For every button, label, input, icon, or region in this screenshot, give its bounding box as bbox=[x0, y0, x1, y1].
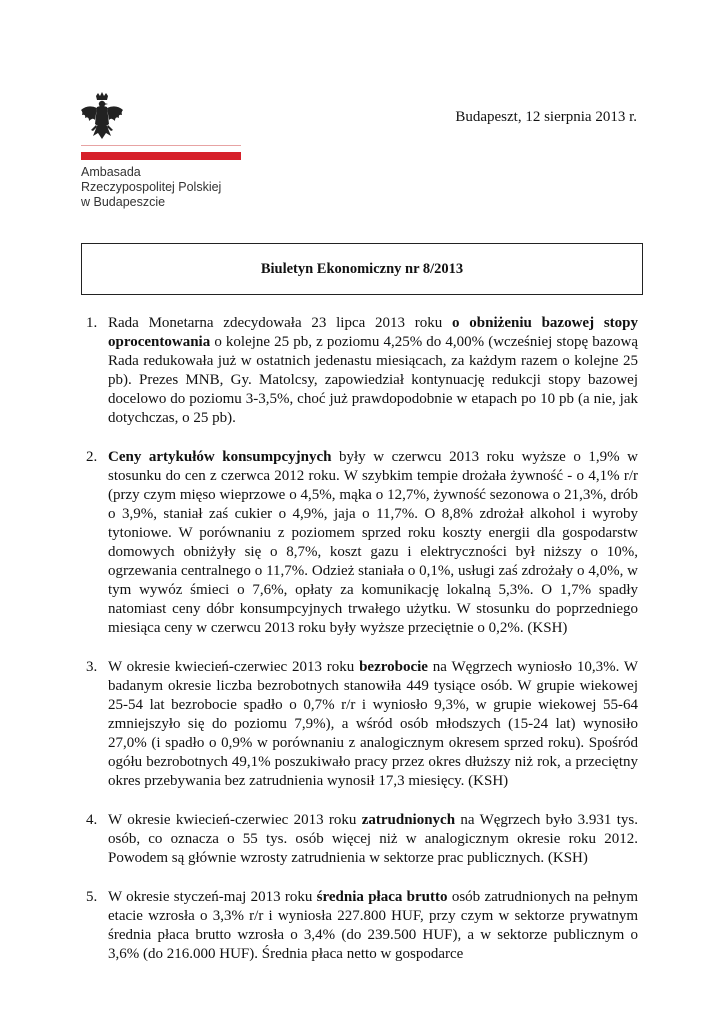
item-bold-text: Ceny artykułów konsumpcyjnych bbox=[108, 449, 332, 465]
embassy-line: w Budapeszcie bbox=[81, 195, 166, 209]
news-list bbox=[86, 314, 639, 984]
document-date: Budapeszt, 12 sierpnia 2013 r. bbox=[455, 109, 637, 125]
embassy-line: Ambasada bbox=[81, 165, 141, 179]
item-bold-text: bezrobocie bbox=[359, 659, 428, 675]
item-number: 2. bbox=[86, 449, 98, 465]
list-item bbox=[86, 314, 638, 428]
item-text-after: na Węgrzech wyniosło 10,3%. W badanym okresie liczba bezrobotnych stanowiła 449 tysiące osób. W grupie wiekowej 25-54 lat bezrobocie spadło o 0,7% r/r i wyniosło 9,3%, w grupie wiekowej 55-64 zmniejszyło się do poziomu 7,9%), a wśród osób młodszych (15-24 lat) wynosiło 27,0% (i spadło o 0,9% w porównaniu z analogicznym okresem sprzed roku). Spośród ogółu bezrobotnych 49,1% poszukiwało pracy przez okres dłuższy niż rok, a przeciętny okres przebywania bez zatrudnienia wynosił 17,3 miesięcy. (KSH) bbox=[108, 659, 638, 789]
list-item bbox=[86, 658, 638, 791]
list-item bbox=[86, 888, 639, 964]
item-text-before: Rada Monetarna zdecydowała 23 lipca 2013 roku bbox=[108, 315, 453, 331]
item-text-after: o kolejne 25 pb, z poziomu 4,25% do 4,00% (wcześniej stopę bazową Rada redukowała już w ostatnich jedenastu miesiącach, za każdym razem o kolejne 25 pb). Prezes MNB, Gy. Matolcsy, zapowiedział kontynuację redukcji stopy bazowej docelowo do poziomu 3-3,5%, choć już prawdopodobnie w etapach po 10 pb (a nie, jak dotychczas, o 25 pb). bbox=[108, 334, 638, 426]
item-text-before: W okresie kwiecień-czerwiec 2013 roku bbox=[108, 812, 362, 828]
list-item bbox=[86, 448, 638, 638]
item-number: 1. bbox=[86, 315, 98, 331]
list-item bbox=[86, 811, 638, 868]
item-number: 5. bbox=[86, 889, 98, 905]
item-text-before: W okresie kwiecień-czerwiec 2013 roku bbox=[108, 659, 360, 675]
embassy-line: Rzeczypospolitej Polskiej bbox=[81, 180, 222, 194]
bulletin-title bbox=[81, 243, 643, 295]
item-number: 4. bbox=[86, 812, 98, 828]
polish-eagle-emblem-icon bbox=[78, 92, 126, 144]
item-text-after: osób zatrudnionych na pełnym etacie wzrosła o 3,3% r/r i wyniosła 227.800 HUF, przy czym w sektorze prywatnym średnia płaca brutto wzrosła o 3,4% (do 239.500 HUF), a w sektorze publicznym o 3,6% (do 216.000 HUF). Średnia płaca netto w gospodarce bbox=[108, 889, 639, 962]
item-text-after: były w czerwcu 2013 roku wyższe o 1,9% w stosunku do cen z czerwca 2012 roku. W szybkim tempie drożała żywność - o 4,1% r/r (przy czym mięso wieprzowe o 4,5%, mąka o 12,7%, żywność sezonowa o 21,3%, drób o 3,9%, staniał zaś cukier o 4,9%, jaja o 11,7%. O 8,8% zdrożał alkohol i wyroby tytoniowe. W porównaniu z poziomem sprzed roku koszty energii dla gospodarstw domowych obniżyły się o 8,7%, koszt gazu i elektryczności był niższy o 10%, ogrzewania centralnego o 11,7%. Odzież staniała o 0,1%, usługi zaś zdrożały o 4,0%, w tym wywóz śmieci o 7,6%, opłaty za komunikację lokalną 5,3%. O 1,7% spadły natomiast ceny dóbr konsumpcyjnych trwałego użytku. W stosunku do poprzedniego miesiąca ceny w czerwcu 2013 roku były wyższe przeciętnie o 0,2%. (KSH) bbox=[108, 449, 638, 636]
item-text-before: W okresie styczeń-maj 2013 roku bbox=[108, 889, 317, 905]
item-bold-text: zatrudnionych bbox=[361, 812, 456, 828]
flag-stripe bbox=[81, 145, 241, 160]
item-text-after: na Węgrzech było 3.931 tys. osób, co oznacza o 55 tys. osób więcej niż w analogicznym okresie roku 2012. Powodem są głównie wzrosty zatrudnienia w sektorze prac publicznych. (KSH) bbox=[108, 812, 638, 866]
item-number: 3. bbox=[86, 659, 98, 675]
item-bold-text: o obniżeniu bazowej stopy oprocentowania bbox=[108, 315, 638, 350]
item-bold-text: średnia płaca brutto bbox=[316, 889, 448, 905]
bulletin-title-text: Biuletyn Ekonomiczny nr 8/2013 bbox=[260, 260, 464, 277]
embassy-name bbox=[81, 165, 221, 210]
